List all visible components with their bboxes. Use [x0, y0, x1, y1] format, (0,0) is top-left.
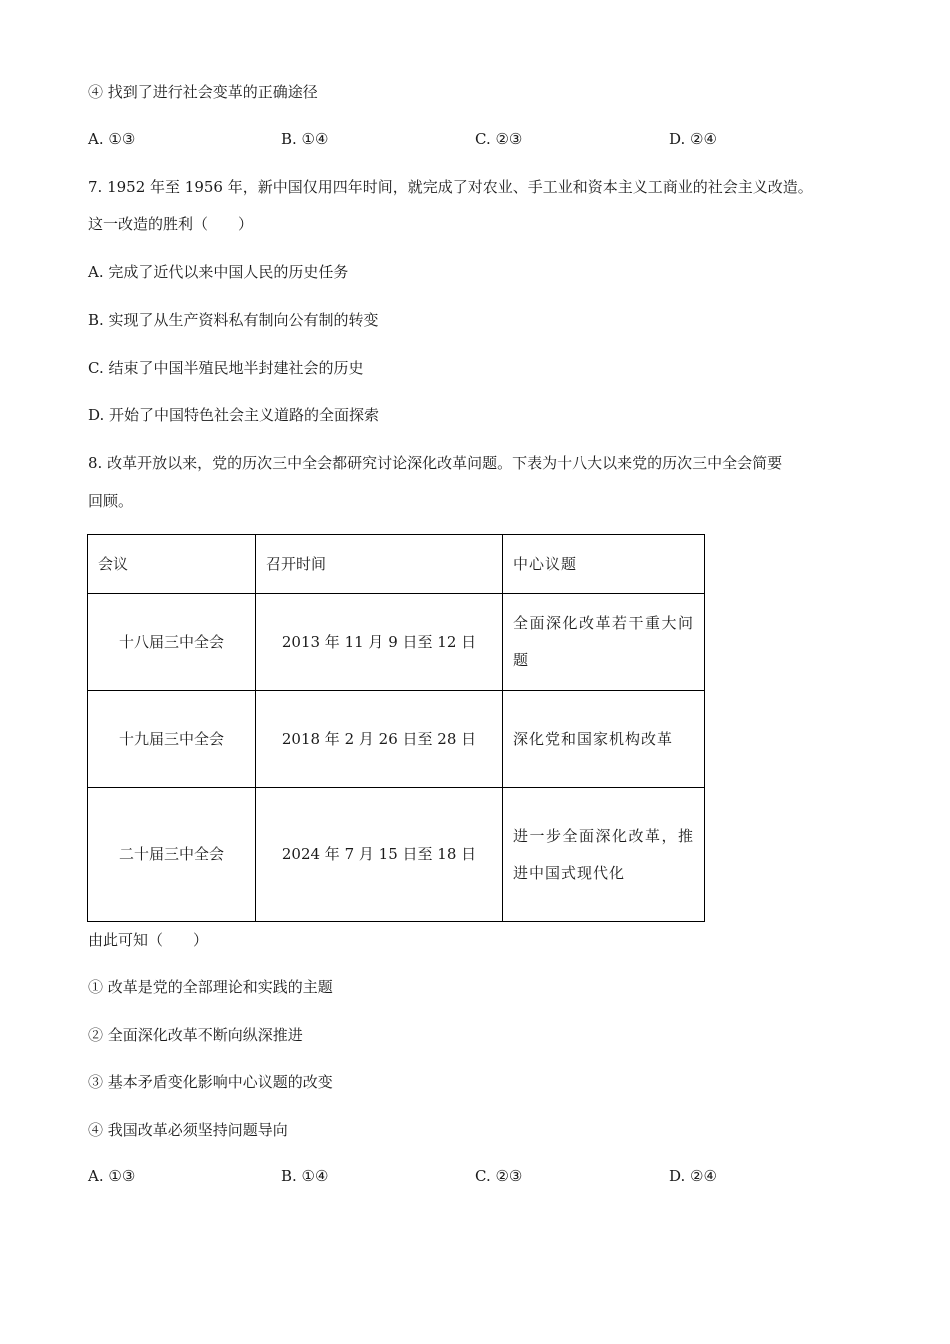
- q6-option-d: D. ②④: [669, 130, 717, 148]
- q8-option-c: C. ②③: [475, 1167, 523, 1185]
- q8-option-b: B. ①④: [281, 1167, 329, 1185]
- q6-option-c: C. ②③: [475, 130, 523, 148]
- header-date: 召开时间: [256, 535, 503, 594]
- q8-stem-line-2: 回顾。: [88, 492, 134, 510]
- plenary-sessions-table: [87, 534, 705, 922]
- q6-item-4: ④ 找到了进行社会变革的正确途径: [88, 83, 318, 101]
- cell-date: 2024 年 7 月 15 日至 18 日: [256, 788, 503, 922]
- q7-stem-line-1: 7. 1952 年至 1956 年，新中国仅用四年时间，就完成了对农业、手工业和资本主义工商业的社会主义改造。: [88, 178, 813, 196]
- q7-option-d: D. 开始了中国特色社会主义道路的全面探索: [88, 406, 380, 424]
- table-row: [88, 691, 705, 788]
- q8-option-d: D. ②④: [669, 1167, 717, 1185]
- q6-option-a: A. ①③: [88, 130, 136, 148]
- cell-topic: 全面深化改革若干重大问题: [503, 594, 705, 691]
- q8-item-1: ① 改革是党的全部理论和实践的主题: [88, 978, 333, 996]
- table-row: [88, 788, 705, 922]
- q7-option-b: B. 实现了从生产资料私有制向公有制的转变: [88, 311, 379, 329]
- q7-stem-line-2: 这一改造的胜利（ ）: [88, 215, 254, 233]
- cell-topic: 进一步全面深化改革，推进中国式现代化: [503, 788, 705, 922]
- table-row: [88, 594, 705, 691]
- table-header-row: [88, 535, 705, 594]
- cell-meeting: 二十届三中全会: [88, 788, 256, 922]
- cell-topic: 深化党和国家机构改革: [503, 691, 705, 788]
- cell-meeting: 十九届三中全会: [88, 691, 256, 788]
- header-topic: 中心议题: [503, 535, 705, 594]
- q8-stem-line-1: 8. 改革开放以来，党的历次三中全会都研究讨论深化改革问题。下表为十八大以来党的历次三中全会简要: [88, 454, 783, 472]
- q6-option-b: B. ①④: [281, 130, 329, 148]
- cell-date: 2018 年 2 月 26 日至 28 日: [256, 691, 503, 788]
- header-meeting: 会议: [88, 535, 256, 594]
- q8-item-2: ② 全面深化改革不断向纵深推进: [88, 1026, 303, 1044]
- cell-date: 2013 年 11 月 9 日至 12 日: [256, 594, 503, 691]
- q8-item-4: ④ 我国改革必须坚持问题导向: [88, 1121, 288, 1139]
- q7-option-c: C. 结束了中国半殖民地半封建社会的历史: [88, 359, 364, 377]
- cell-meeting: 十八届三中全会: [88, 594, 256, 691]
- q8-item-3: ③ 基本矛盾变化影响中心议题的改变: [88, 1073, 333, 1091]
- q7-option-a: A. 完成了近代以来中国人民的历史任务: [88, 263, 349, 281]
- q8-conclusion: 由此可知（ ）: [88, 931, 209, 949]
- q8-option-a: A. ①③: [88, 1167, 136, 1185]
